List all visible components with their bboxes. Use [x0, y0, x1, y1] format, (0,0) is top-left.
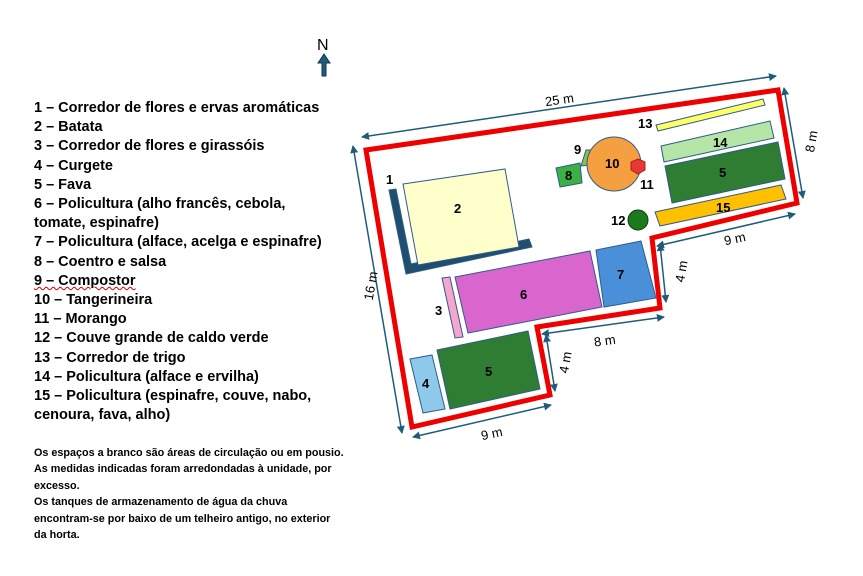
label-12: 12 — [611, 213, 626, 228]
label-9: 9 — [574, 142, 582, 157]
dim-bottom-label: 9 m — [479, 423, 504, 444]
legend-item-2: 2 – Batata — [34, 119, 103, 136]
legend-item-10: 10 – Tangerineira — [34, 292, 153, 309]
plot-11-morango — [631, 159, 645, 174]
dim-step-horizontal-label: 9 m — [722, 229, 747, 249]
label-6: 6 — [520, 287, 528, 302]
label-13: 13 — [638, 116, 653, 131]
legend-item-6: 6 – Policultura (alho francês, cebola, tomate, espinafre) — [34, 196, 286, 232]
label-15: 15 — [716, 200, 731, 215]
compass-label: N — [317, 37, 329, 54]
label-7: 7 — [617, 267, 625, 282]
legend-item-4: 4 – Curgete — [34, 157, 113, 174]
plot-12-couve — [628, 210, 648, 230]
dim-lower-vertical-label: 4 m — [556, 350, 575, 375]
note-rounding: As medidas indicadas foram arredondadas à unidade, por excesso. — [34, 463, 332, 492]
label-4: 4 — [422, 376, 430, 391]
note-water-tanks: Os tanques de armazenamento de água da chuva encontram-se por baixo de um telheiro antigo, no exterior da horta. — [34, 496, 331, 542]
dim-step-vertical-line — [660, 244, 666, 302]
legend-item-9: 9 – Compostor — [34, 272, 136, 289]
label-8: 8 — [565, 168, 573, 183]
legend-item-1: 1 – Corredor de flores e ervas aromáticas — [34, 100, 320, 116]
label-3: 3 — [435, 303, 443, 318]
legend-item-12: 12 – Couve grande de caldo verde — [34, 330, 269, 347]
plot-7-policultura — [596, 241, 656, 307]
dim-top-label: 25 m — [544, 90, 575, 110]
label-10: 10 — [605, 156, 620, 171]
plot-2-batata — [403, 169, 519, 265]
dim-right-label: 8 m — [802, 129, 821, 154]
dim-step-vertical-label: 4 m — [672, 259, 691, 284]
label-1: 1 — [386, 172, 394, 187]
legend-item-8: 8 – Coentro e salsa — [34, 253, 167, 270]
legend-item-3: 3 – Corredor de flores e girassóis — [34, 138, 265, 155]
label-2: 2 — [454, 201, 462, 216]
legend-item-5: 5 – Fava — [34, 176, 92, 193]
label-5-upper: 5 — [719, 165, 727, 180]
note-circulation: Os espaços a branco são áreas de circulação ou em pousio. — [34, 447, 344, 459]
legend-item-7: 7 – Policultura (alface, acelga e espinafre) — [34, 234, 322, 251]
legend-item-13: 13 – Corredor de trigo — [34, 349, 186, 366]
label-5-lower: 5 — [485, 364, 493, 379]
label-14: 14 — [713, 135, 728, 150]
legend-item-14: 14 – Policultura (alface e ervilha) — [34, 368, 259, 385]
dim-top-line — [362, 76, 776, 137]
dim-middle-horizontal-label: 8 m — [593, 331, 617, 350]
north-arrow-icon — [318, 54, 330, 76]
dim-left-label: 16 m — [360, 270, 381, 302]
legend-item-15: 15 – Policultura (espinafre, couve, nabo, cenoura, fava, alho) — [34, 388, 312, 424]
legend-item-11: 11 – Morango — [34, 311, 127, 328]
north-arrow — [317, 37, 330, 76]
label-11: 11 — [640, 177, 654, 192]
